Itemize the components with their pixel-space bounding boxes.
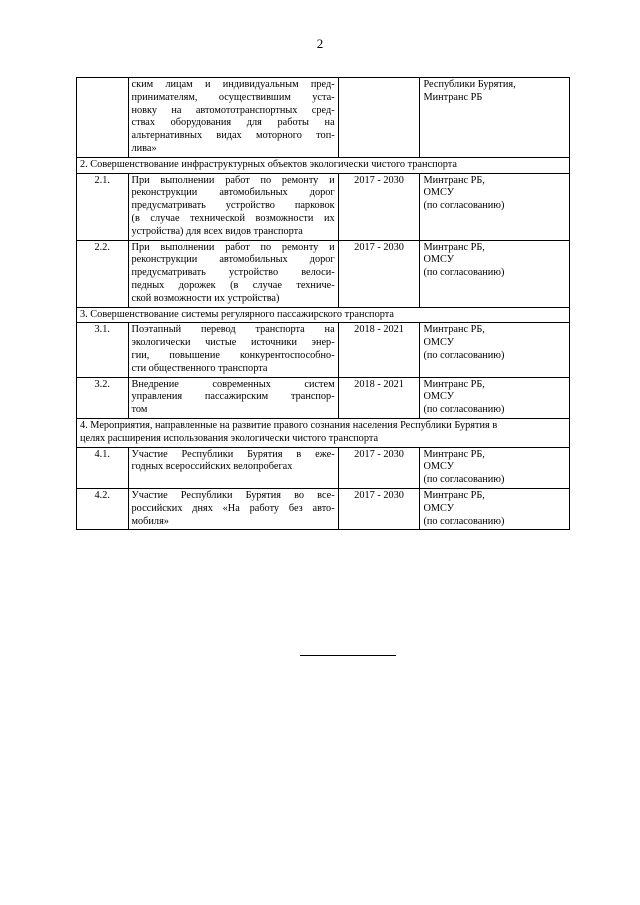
cell-text-line: Минтранс РБ, — [423, 174, 485, 186]
item-description — [128, 323, 338, 377]
item-number: 2.2. — [77, 240, 129, 307]
section-heading — [77, 157, 570, 173]
item-number: 3.1. — [77, 323, 129, 377]
item-responsible — [420, 240, 570, 307]
table-row — [77, 240, 570, 307]
cell-text-line: (по согласованию) — [423, 515, 505, 527]
item-term: 2018 - 2021 — [338, 377, 420, 418]
cell-text-line: годных всероссийских велопробегах — [131, 461, 293, 473]
cell-text-line: российских днях «На работу без авто- — [131, 502, 335, 514]
cell-text-line: Участие Республики Бурятия во все- — [131, 489, 335, 501]
item-description — [128, 78, 338, 158]
cell-text-line: ствах оборудования для работы на — [131, 117, 335, 129]
item-term — [338, 78, 420, 158]
cell-text-line: 3. Совершенствование системы регулярного пассажирского транспорта — [80, 308, 394, 320]
cell-text-line: При выполнении работ по ремонту и — [131, 174, 335, 186]
item-number: 4.2. — [77, 488, 129, 529]
cell-text-line: сти общественного транспорта — [131, 362, 268, 374]
cell-text-line: Поэтапный перевод транспорта на — [131, 324, 335, 336]
end-of-document-rule — [300, 655, 396, 656]
cell-text-line: Республики Бурятия, — [423, 79, 516, 90]
cell-text-line: альтернативных видах моторного топ- — [131, 130, 335, 142]
item-term: 2017 - 2030 — [338, 173, 420, 240]
cell-text-line: ским лицам и индивидуальным пред- — [131, 79, 335, 90]
cell-text-line: (по согласованию) — [423, 267, 505, 279]
item-number: 4.1. — [77, 447, 129, 488]
item-description — [128, 240, 338, 307]
cell-text-line: том — [131, 404, 148, 416]
item-number: 2.1. — [77, 173, 129, 240]
cell-text-line: лива» — [131, 142, 157, 154]
cell-text-line: принимателям, осуществившим уста- — [131, 91, 335, 103]
cell-text-line: ОМСУ — [423, 337, 455, 349]
cell-text-line: экологически чистые источники энер- — [131, 337, 335, 349]
cell-text-line: При выполнении работ по ремонту и — [131, 241, 335, 253]
cell-text-line: мобиля» — [131, 515, 169, 527]
item-responsible — [420, 173, 570, 240]
cell-text-line: 2. Совершенствование инфраструктурных объектов экологически чистого транспорта — [80, 158, 457, 170]
cell-text-line: предусматривать устройство парковок — [131, 200, 335, 212]
item-responsible — [420, 488, 570, 529]
item-description — [128, 377, 338, 418]
cell-text-line: (в случае технической возможности их — [131, 212, 335, 224]
table-row — [77, 488, 570, 529]
measures-table-body — [77, 78, 570, 530]
section-heading-row — [77, 418, 570, 447]
table-row — [77, 377, 570, 418]
cell-text-line: реконструкции автомобильных дорог — [131, 187, 335, 199]
cell-text-line: (по согласованию) — [423, 474, 505, 486]
cell-text-line: Внедрение современных систем — [131, 378, 335, 390]
item-responsible — [420, 78, 570, 158]
cell-text-line: ОМСУ — [423, 254, 455, 266]
item-responsible — [420, 447, 570, 488]
section-heading-row — [77, 157, 570, 173]
cell-text-line: устройства) для всех видов транспорта — [131, 225, 303, 237]
cell-text-line: ОМСУ — [423, 391, 455, 403]
cell-text-line: Минтранс РБ, — [423, 324, 485, 336]
page-number: 2 — [316, 36, 324, 51]
cell-text-line: Минтранс РБ, — [423, 241, 485, 253]
cell-text-line: реконструкции автомобильных дорог — [131, 254, 335, 266]
section-heading — [77, 418, 570, 447]
cell-text-line: Минтранс РБ, — [423, 378, 485, 390]
table-row — [77, 447, 570, 488]
cell-text-line: 4. Мероприятия, направленные на развитие правого сознания населения Республики Бурятия в — [80, 419, 498, 431]
cell-text-line: (по согласованию) — [423, 200, 505, 212]
measures-table — [76, 77, 570, 530]
item-term: 2017 - 2030 — [338, 240, 420, 307]
cell-text-line: Участие Республики Бурятия в еже- — [131, 448, 335, 460]
cell-text-line: предусматривать устройство велоси- — [131, 267, 335, 279]
cell-text-line: ОМСУ — [423, 461, 455, 473]
section-heading-row — [77, 307, 570, 323]
item-term: 2017 - 2030 — [338, 488, 420, 529]
cell-text-line: (по согласованию) — [423, 349, 505, 361]
cell-text-line: Минтранс РБ, — [423, 489, 485, 501]
cell-text-line: Минтранс РБ — [423, 91, 483, 103]
cell-text-line: ОМСУ — [423, 502, 455, 514]
item-term: 2018 - 2021 — [338, 323, 420, 377]
item-description — [128, 447, 338, 488]
item-responsible — [420, 323, 570, 377]
cell-text-line: ской возможности их устройства) — [131, 292, 280, 304]
table-row — [77, 78, 570, 158]
cell-text-line: (по согласованию) — [423, 404, 505, 416]
cell-text-line: целях расширения использования экологически чистого транспорта — [80, 432, 379, 444]
item-number — [77, 78, 129, 158]
cell-text-line: новку на автомототранспортных сред- — [131, 104, 335, 116]
cell-text-line: ОМСУ — [423, 187, 455, 199]
cell-text-line: Минтранс РБ, — [423, 448, 485, 460]
table-row — [77, 173, 570, 240]
item-description — [128, 173, 338, 240]
table-row — [77, 323, 570, 377]
cell-text-line: управления пассажирским транспор- — [131, 391, 335, 403]
item-number: 3.2. — [77, 377, 129, 418]
cell-text-line: педных дорожек (в случае техниче- — [131, 279, 335, 291]
item-description — [128, 488, 338, 529]
section-heading — [77, 307, 570, 323]
cell-text-line: гии, повышение конкурентоспособно- — [131, 349, 335, 361]
item-responsible — [420, 377, 570, 418]
item-term: 2017 - 2030 — [338, 447, 420, 488]
